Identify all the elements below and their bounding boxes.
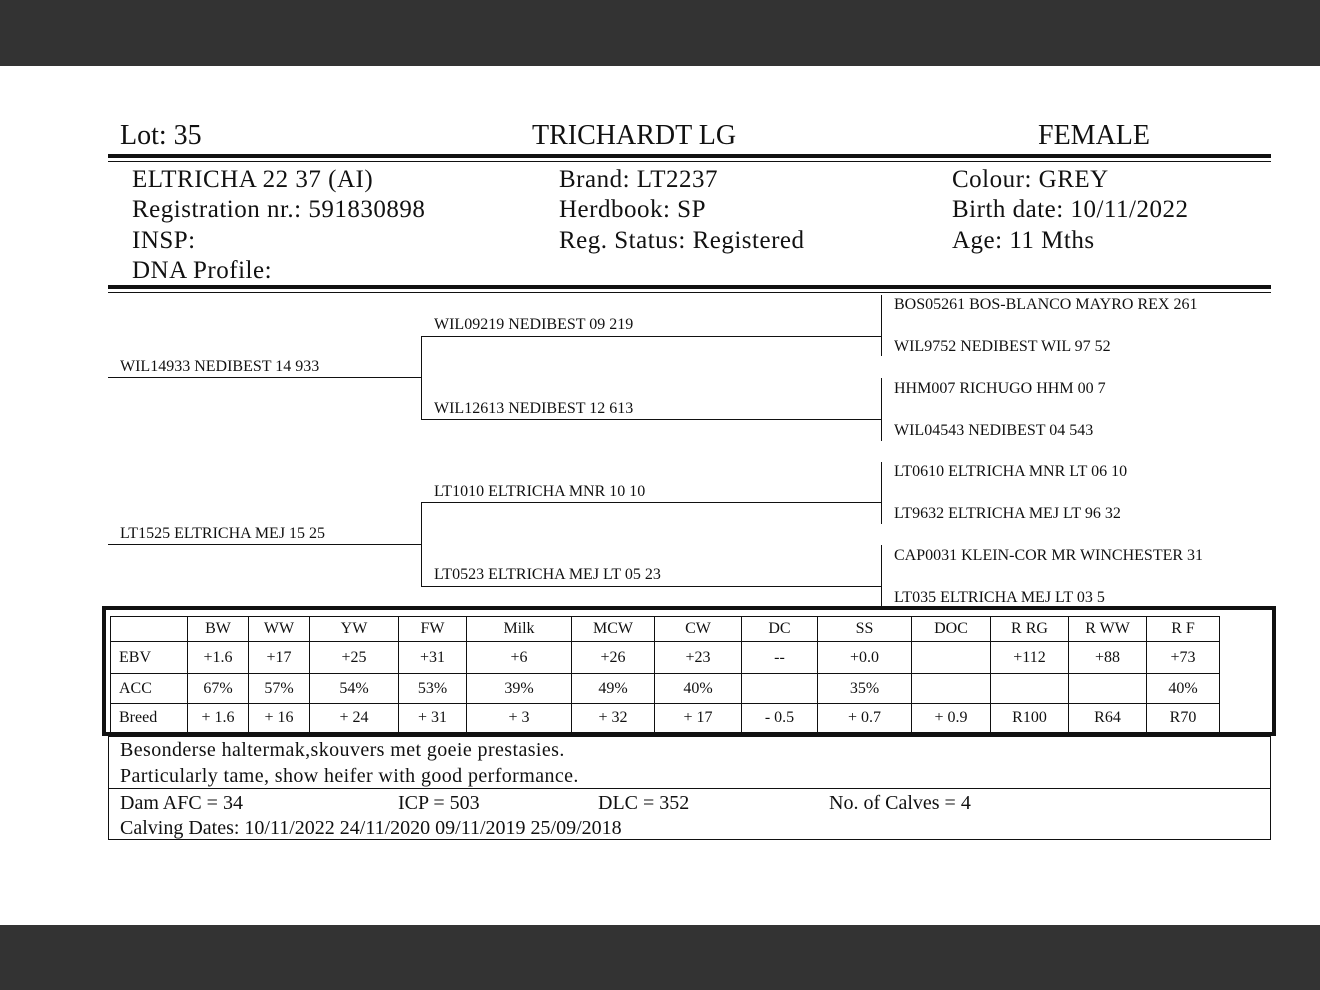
reg-status: Reg. Status: Registered (559, 227, 805, 254)
owner-name: TRICHARDT LG (532, 120, 737, 151)
ebv-header-cell (111, 617, 188, 642)
top-dark-band (0, 0, 1320, 66)
ebv-header-cell: SS (818, 617, 912, 642)
ggp-3: HHM007 RICHUGO HHM 00 7 (894, 380, 1106, 397)
breed-cell: + 1.6 (188, 704, 249, 733)
remarks-afrikaans: Besonderse haltermak,skouvers met goeie prestasies. (120, 739, 565, 761)
ebv-cell: +73 (1147, 642, 1220, 674)
registration-nr: Registration nr.: 591830898 (132, 196, 426, 223)
acc-cell: 39% (467, 674, 572, 704)
ggp-6: LT9632 ELTRICHA MEJ LT 96 32 (894, 505, 1121, 522)
dam-bracket (421, 503, 422, 586)
ggp-bracket-3 (881, 462, 882, 524)
ebv-cell: +23 (655, 642, 742, 674)
ebv-cell: +31 (399, 642, 467, 674)
calving-dates: Calving Dates: 10/11/2022 24/11/2020 09/11/2019 25/09/2018 (120, 817, 622, 839)
acc-cell: 40% (1147, 674, 1220, 704)
ebv-cell: +88 (1069, 642, 1147, 674)
breed-cell: + 31 (399, 704, 467, 733)
acc-cell (1069, 674, 1147, 704)
breed-cell: + 0.9 (912, 704, 991, 733)
breed-cell: + 3 (467, 704, 572, 733)
ebv-cell: +17 (249, 642, 310, 674)
acc-cell: 67% (188, 674, 249, 704)
ebv-header-cell: R F (1147, 617, 1220, 642)
dam-afc: Dam AFC = 34 (120, 792, 243, 814)
ebv-cell: +26 (572, 642, 655, 674)
acc-row (111, 674, 1220, 704)
colour: Colour: GREY (952, 166, 1109, 193)
sire-sire-line (421, 336, 882, 337)
header-rule-thick (108, 154, 1271, 158)
ggp-2: WIL9752 NEDIBEST WIL 97 52 (894, 338, 1111, 355)
acc-cell (912, 674, 991, 704)
acc-row-label: ACC (111, 674, 188, 704)
birth-date: Birth date: 10/11/2022 (952, 196, 1189, 223)
pedigree-sire-sire: WIL09219 NEDIBEST 09 219 (434, 316, 634, 333)
acc-cell (742, 674, 818, 704)
sire-bracket (421, 337, 422, 420)
ebv-header-cell: CW (655, 617, 742, 642)
ggp-4: WIL04543 NEDIBEST 04 543 (894, 422, 1094, 439)
breed-cell: R64 (1069, 704, 1147, 733)
age: Age: 11 Mths (952, 227, 1095, 254)
pedigree-sire-dam: WIL12613 NEDIBEST 12 613 (434, 400, 634, 417)
dam-icp: ICP = 503 (398, 792, 480, 814)
dam-dlc: DLC = 352 (598, 792, 690, 814)
ebv-cell: +6 (467, 642, 572, 674)
pedigree-sire: WIL14933 NEDIBEST 14 933 (120, 358, 320, 375)
acc-cell: 53% (399, 674, 467, 704)
ebv-row-label: EBV (111, 642, 188, 674)
ebv-header-cell: Milk (467, 617, 572, 642)
dam-no-of-calves: No. of Calves = 4 (829, 792, 971, 814)
brand: Brand: LT2237 (559, 166, 719, 193)
ebv-header-row (111, 617, 1220, 642)
ebv-header-cell: DOC (912, 617, 991, 642)
acc-cell: 49% (572, 674, 655, 704)
ebv-table (110, 616, 1220, 733)
info-rule-thin (108, 292, 1271, 293)
ggp-bracket-2 (881, 378, 882, 441)
breed-cell: + 0.7 (818, 704, 912, 733)
pedigree-dam-sire: LT1010 ELTRICHA MNR 10 10 (434, 483, 646, 500)
ebv-cell: +1.6 (188, 642, 249, 674)
header-rule-thin (108, 161, 1271, 162)
dam-line (108, 544, 422, 545)
ebv-row (111, 642, 1220, 674)
ebv-cell: -- (742, 642, 818, 674)
ebv-cell (912, 642, 991, 674)
breed-cell: - 0.5 (742, 704, 818, 733)
ebv-header-cell: WW (249, 617, 310, 642)
breed-row-label: Breed (111, 704, 188, 733)
ggp-bracket-4 (881, 545, 882, 607)
acc-cell: 40% (655, 674, 742, 704)
breed-cell: + 17 (655, 704, 742, 733)
remarks-english: Particularly tame, show heifer with good performance. (120, 765, 579, 787)
pedigree-dam-dam: LT0523 ELTRICHA MEJ LT 05 23 (434, 566, 661, 583)
pedigree-dam: LT1525 ELTRICHA MEJ 15 25 (120, 525, 326, 542)
bottom-dark-band (0, 925, 1320, 990)
acc-cell: 57% (249, 674, 310, 704)
breed-cell: R70 (1147, 704, 1220, 733)
dam-dam-line (421, 586, 882, 587)
ebv-header-cell: DC (742, 617, 818, 642)
sex-label: FEMALE (1038, 120, 1150, 151)
breed-cell: + 32 (572, 704, 655, 733)
acc-cell (991, 674, 1069, 704)
ggp-1: BOS05261 BOS-BLANCO MAYRO REX 261 (894, 296, 1198, 313)
breed-cell: + 16 (249, 704, 310, 733)
breed-cell: + 24 (310, 704, 399, 733)
ebv-header-cell: R RG (991, 617, 1069, 642)
acc-cell: 35% (818, 674, 912, 704)
ebv-header-cell: MCW (572, 617, 655, 642)
lot-number: Lot: 35 (120, 120, 202, 151)
herdbook: Herdbook: SP (559, 196, 706, 223)
insp-label: INSP: (132, 227, 196, 254)
ebv-header-cell: FW (399, 617, 467, 642)
dna-profile-label: DNA Profile: (132, 257, 273, 284)
ggp-8: LT035 ELTRICHA MEJ LT 03 5 (894, 589, 1105, 606)
sire-line (108, 377, 422, 378)
info-rule-thick (108, 285, 1271, 289)
ebv-cell: +25 (310, 642, 399, 674)
dam-sire-line (421, 502, 882, 503)
ebv-cell: +112 (991, 642, 1069, 674)
ebv-header-cell: R WW (1069, 617, 1147, 642)
ebv-header-cell: BW (188, 617, 249, 642)
ggp-5: LT0610 ELTRICHA MNR LT 06 10 (894, 463, 1128, 480)
breed-cell: R100 (991, 704, 1069, 733)
ebv-cell: +0.0 (818, 642, 912, 674)
acc-cell: 54% (310, 674, 399, 704)
ggp-bracket-1 (881, 295, 882, 356)
animal-name: ELTRICHA 22 37 (AI) (132, 166, 374, 193)
ggp-7: CAP0031 KLEIN-COR MR WINCHESTER 31 (894, 547, 1204, 564)
breed-row (111, 704, 1220, 733)
ebv-header-cell: YW (310, 617, 399, 642)
sire-dam-line (421, 419, 882, 420)
